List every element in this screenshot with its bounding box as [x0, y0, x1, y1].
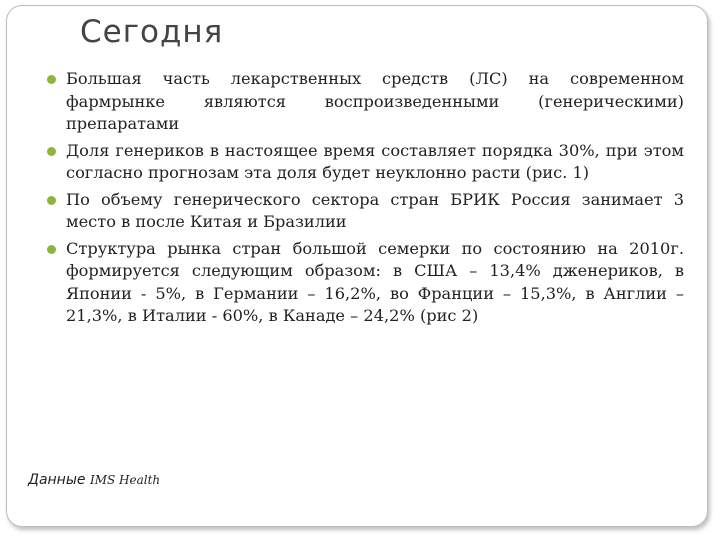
bullet-text: Большая часть лекарственных средств (ЛС) на современном фармрынке являются воспроизведенными (генерическими) препаратами — [66, 69, 684, 133]
bullet-item — [44, 189, 684, 234]
bullet-text: По объему генерического сектора стран БРИК Россия занимает 3 место в после Китая и Бразилии — [66, 189, 684, 231]
bullet-dot-icon — [47, 75, 56, 84]
bullet-item — [44, 68, 684, 136]
bullet-dot-icon — [47, 196, 56, 205]
source-footer — [28, 472, 160, 488]
bullet-dot-icon — [47, 147, 56, 156]
slide-title: Сегодня — [80, 14, 224, 50]
footer-source: IMS Health — [89, 473, 161, 487]
bullet-dot-icon — [47, 245, 56, 254]
bullet-text: Доля генериков в настоящее время составляет порядка 30%, при этом согласно прогнозам эта доля будет неуклонно расти (рис. 1) — [66, 140, 684, 182]
bullet-text: Структура рынка стран большой семерки по состоянию на 2010г. формируется следующим образом: в США – 13,4% дженериков, в Японии - 5%, в Германии – 16,2%, во Франции – 15,3%, в Англии – 21,3%, в Италии - 60%, в Канаде – 24,2% (рис 2) — [66, 238, 684, 325]
bullet-item — [44, 238, 684, 328]
bullet-list — [44, 68, 684, 332]
bullet-item — [44, 140, 684, 185]
footer-prefix: Данные — [28, 472, 86, 488]
